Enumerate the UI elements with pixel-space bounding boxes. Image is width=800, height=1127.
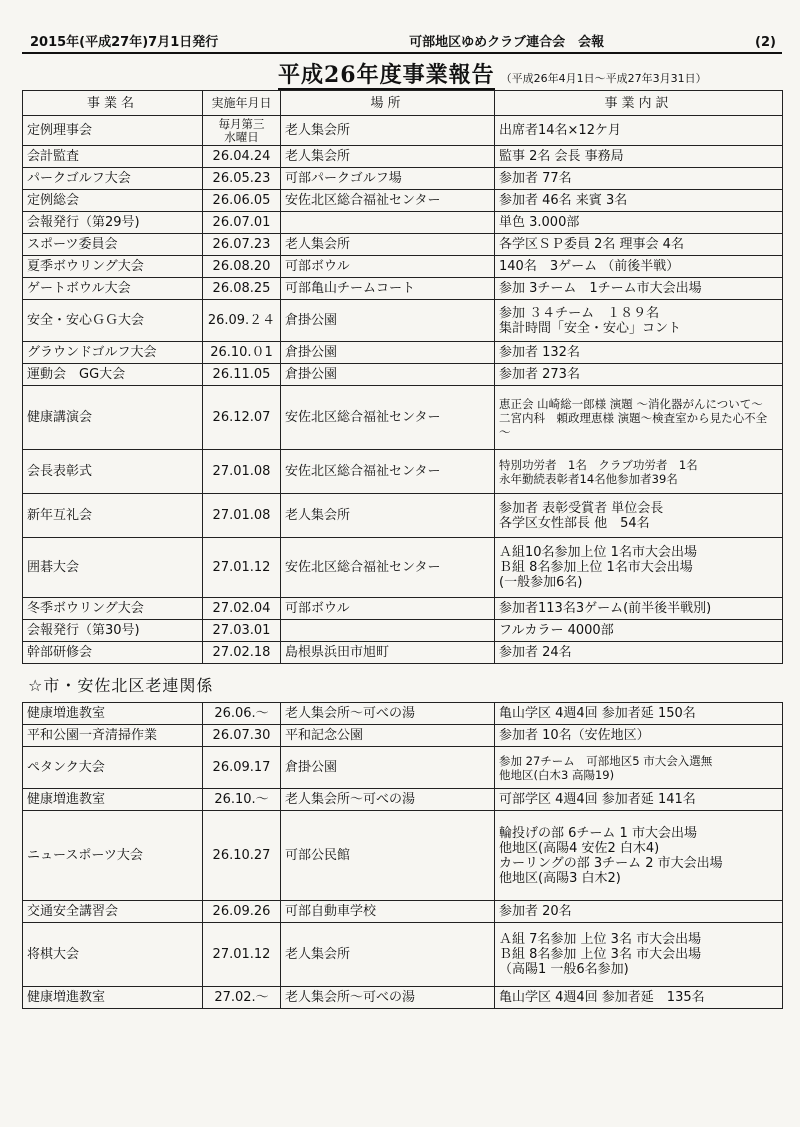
- event-detail-cell: 各学区ＳＰ委員 2名 理事会 4名: [495, 234, 783, 256]
- table-row: [23, 598, 783, 620]
- event-name-cell: 囲碁大会: [23, 538, 203, 598]
- event-detail-cell: 特別功労者 1名 クラブ功労者 1名 永年勤続表彰者14名他参加者39名: [495, 450, 783, 494]
- event-detail-cell: 参加者 20名: [495, 901, 783, 923]
- event-detail-cell: 参加者113名3ゲーム(前半後半戦別): [495, 598, 783, 620]
- page-number: (2): [755, 35, 776, 50]
- event-date-cell: 26.09.２４: [203, 300, 281, 342]
- event-name-cell: 健康増進教室: [23, 789, 203, 811]
- event-name-cell: 定例総会: [23, 190, 203, 212]
- report-period: （平成26年4月1日～平成27年3月31日）: [500, 72, 707, 85]
- event-place-cell: [281, 620, 495, 642]
- col-header-place: 場所: [281, 91, 495, 116]
- event-detail-cell: 参加者 273名: [495, 364, 783, 386]
- event-place-cell: 倉掛公園: [281, 300, 495, 342]
- event-detail-cell: 亀山学区 4週4回 参加者延 135名: [495, 987, 783, 1009]
- event-place-cell: 平和記念公園: [281, 725, 495, 747]
- city-events-table: [22, 702, 783, 1009]
- event-detail-cell: Ａ組 7名参加 上位 3名 市大会出場 Ｂ組 8名参加 上位 3名 市大会出場 （高陽1 一般6名参加): [495, 923, 783, 987]
- city-events-table-body: [23, 703, 783, 1009]
- table-row: [23, 386, 783, 450]
- report-title: 平成26年度事業報告: [278, 62, 495, 88]
- event-date-cell: 26.04.24: [203, 146, 281, 168]
- col-header-date: 実施年月日: [203, 91, 281, 116]
- event-date-cell: 26.08.25: [203, 278, 281, 300]
- organization-name: 可部地区ゆめクラブ連合会 会報: [409, 35, 605, 50]
- event-detail-cell: 参加者 46名 来賓 3名: [495, 190, 783, 212]
- event-date-cell: 27.01.08: [203, 494, 281, 538]
- event-detail-cell: 140名 3ゲーム （前後半戦）: [495, 256, 783, 278]
- event-date-cell: 26.09.26: [203, 901, 281, 923]
- event-detail-cell: 恵正会 山崎総一郎様 演題 ～消化器がんについて～ 二宮内科 頼政理恵様 演題～検査室から見た心不全～: [495, 386, 783, 450]
- table-row: [23, 747, 783, 789]
- event-name-cell: 将棋大会: [23, 923, 203, 987]
- event-date-cell: 26.08.20: [203, 256, 281, 278]
- event-date-cell: 26.10.27: [203, 811, 281, 901]
- event-detail-cell: 参加者 24名: [495, 642, 783, 664]
- event-detail-cell: 出席者14名×12ケ月: [495, 116, 783, 146]
- section-title: ☆市・安佐北区老連関係: [28, 676, 214, 695]
- event-place-cell: 老人集会所: [281, 234, 495, 256]
- event-place-cell: 老人集会所: [281, 116, 495, 146]
- event-detail-cell: 参加者 77名: [495, 168, 783, 190]
- event-place-cell: 老人集会所: [281, 494, 495, 538]
- table-row: [23, 300, 783, 342]
- event-date-cell: 26.11.05: [203, 364, 281, 386]
- table-row: [23, 212, 783, 234]
- event-name-cell: 会長表彰式: [23, 450, 203, 494]
- event-name-cell: 冬季ボウリング大会: [23, 598, 203, 620]
- event-place-cell: 安佐北区総合福祉センター: [281, 538, 495, 598]
- event-date-cell: 27.02.18: [203, 642, 281, 664]
- table-row: [23, 278, 783, 300]
- table-row: [23, 703, 783, 725]
- event-detail-cell: 参加 ３４チーム １８９名 集計時間「安全・安心」コント: [495, 300, 783, 342]
- event-date-cell: 26.07.23: [203, 234, 281, 256]
- title-row: [22, 56, 782, 90]
- table-row: [23, 811, 783, 901]
- event-detail-cell: 参加 3チーム 1チーム市大会出場: [495, 278, 783, 300]
- event-place-cell: [281, 212, 495, 234]
- page-header: [22, 30, 782, 54]
- event-name-cell: 交通安全講習会: [23, 901, 203, 923]
- event-detail-cell: 参加者 132名: [495, 342, 783, 364]
- event-place-cell: 安佐北区総合福祉センター: [281, 386, 495, 450]
- table-row: [23, 450, 783, 494]
- issue-date: 2015年(平成27年)7月1日発行: [30, 35, 219, 50]
- event-name-cell: グラウンドゴルフ大会: [23, 342, 203, 364]
- event-place-cell: 可部自動車学校: [281, 901, 495, 923]
- table-row: [23, 494, 783, 538]
- event-date-cell: 26.06.～: [203, 703, 281, 725]
- table-row: [23, 725, 783, 747]
- report-page: [22, 30, 782, 1009]
- event-detail-cell: 監事 2名 会長 事務局: [495, 146, 783, 168]
- event-place-cell: 老人集会所～可べの湯: [281, 987, 495, 1009]
- event-detail-cell: Ａ組10名参加上位 1名市大会出場 Ｂ組 8名参加上位 1名市大会出場 (一般参加6名): [495, 538, 783, 598]
- event-name-cell: 幹部研修会: [23, 642, 203, 664]
- event-place-cell: 老人集会所: [281, 923, 495, 987]
- event-name-cell: 夏季ボウリング大会: [23, 256, 203, 278]
- table-row: [23, 620, 783, 642]
- event-date-cell: 27.01.08: [203, 450, 281, 494]
- table-row: [23, 234, 783, 256]
- event-name-cell: 定例理事会: [23, 116, 203, 146]
- event-date-cell: 27.01.12: [203, 923, 281, 987]
- table-row: [23, 642, 783, 664]
- table-row: [23, 901, 783, 923]
- event-place-cell: 島根県浜田市旭町: [281, 642, 495, 664]
- event-name-cell: スポーツ委員会: [23, 234, 203, 256]
- table-row: [23, 190, 783, 212]
- event-place-cell: 老人集会所: [281, 146, 495, 168]
- event-place-cell: 老人集会所～可べの湯: [281, 789, 495, 811]
- event-date-cell: 27.03.01: [203, 620, 281, 642]
- col-header-detail: 事業内訳: [495, 91, 783, 116]
- event-detail-cell: 可部学区 4週4回 参加者延 141名: [495, 789, 783, 811]
- event-date-cell: 26.05.23: [203, 168, 281, 190]
- table-header-row: [23, 91, 783, 116]
- event-detail-cell: 輪投げの部 6チーム 1 市大会出場 他地区(高陽4 安佐2 白木4) カーリングの部 3チーム 2 市大会出場 他地区(高陽3 白木2): [495, 811, 783, 901]
- table-row: [23, 923, 783, 987]
- event-place-cell: 可部ボウル: [281, 598, 495, 620]
- table-row: [23, 342, 783, 364]
- event-place-cell: 可部パークゴルフ場: [281, 168, 495, 190]
- event-detail-cell: 単色 3.000部: [495, 212, 783, 234]
- table-row: [23, 146, 783, 168]
- event-place-cell: 安佐北区総合福祉センター: [281, 190, 495, 212]
- events-table: [22, 90, 783, 664]
- event-date-cell: 26.06.05: [203, 190, 281, 212]
- event-name-cell: 平和公園一斉清掃作業: [23, 725, 203, 747]
- event-name-cell: 会報発行（第30号): [23, 620, 203, 642]
- event-place-cell: 可部公民館: [281, 811, 495, 901]
- event-detail-cell: 参加 27チーム 可部地区5 市大会入選無 他地区(白木3 高陽19): [495, 747, 783, 789]
- event-date-cell: 27.01.12: [203, 538, 281, 598]
- event-date-cell: 毎月第三 水曜日: [203, 116, 281, 146]
- event-name-cell: ニュースポーツ大会: [23, 811, 203, 901]
- event-name-cell: 運動会 GG大会: [23, 364, 203, 386]
- event-place-cell: 倉掛公園: [281, 747, 495, 789]
- event-detail-cell: 参加者 10名（安佐地区）: [495, 725, 783, 747]
- event-date-cell: 26.07.30: [203, 725, 281, 747]
- event-name-cell: ゲートボウル大会: [23, 278, 203, 300]
- event-place-cell: 可部ボウル: [281, 256, 495, 278]
- event-name-cell: 健康増進教室: [23, 987, 203, 1009]
- table-row: [23, 256, 783, 278]
- event-place-cell: 老人集会所～可べの湯: [281, 703, 495, 725]
- event-date-cell: 26.09.17: [203, 747, 281, 789]
- event-date-cell: 26.10.０1: [203, 342, 281, 364]
- event-name-cell: パークゴルフ大会: [23, 168, 203, 190]
- event-name-cell: 健康増進教室: [23, 703, 203, 725]
- event-detail-cell: 参加者 表彰受賞者 単位会長 各学区女性部長 他 54名: [495, 494, 783, 538]
- event-name-cell: 安全・安心ＧＧ大会: [23, 300, 203, 342]
- table-row: [23, 116, 783, 146]
- table-row: [23, 538, 783, 598]
- event-date-cell: 27.02.～: [203, 987, 281, 1009]
- table-row: [23, 364, 783, 386]
- event-detail-cell: 亀山学区 4週4回 参加者延 150名: [495, 703, 783, 725]
- table-row: [23, 168, 783, 190]
- event-place-cell: 安佐北区総合福祉センター: [281, 450, 495, 494]
- event-name-cell: 会報発行（第29号): [23, 212, 203, 234]
- col-header-name: 事業名: [23, 91, 203, 116]
- event-name-cell: 健康講演会: [23, 386, 203, 450]
- event-date-cell: 27.02.04: [203, 598, 281, 620]
- events-table-body: [23, 116, 783, 664]
- table-row: [23, 987, 783, 1009]
- event-detail-cell: フルカラー 4000部: [495, 620, 783, 642]
- event-name-cell: 新年互礼会: [23, 494, 203, 538]
- event-place-cell: 可部亀山チームコート: [281, 278, 495, 300]
- table-row: [23, 789, 783, 811]
- event-date-cell: 26.07.01: [203, 212, 281, 234]
- event-date-cell: 26.10.～: [203, 789, 281, 811]
- event-name-cell: 会計監査: [23, 146, 203, 168]
- event-date-cell: 26.12.07: [203, 386, 281, 450]
- event-name-cell: ペタンク大会: [23, 747, 203, 789]
- event-place-cell: 倉掛公園: [281, 342, 495, 364]
- event-place-cell: 倉掛公園: [281, 364, 495, 386]
